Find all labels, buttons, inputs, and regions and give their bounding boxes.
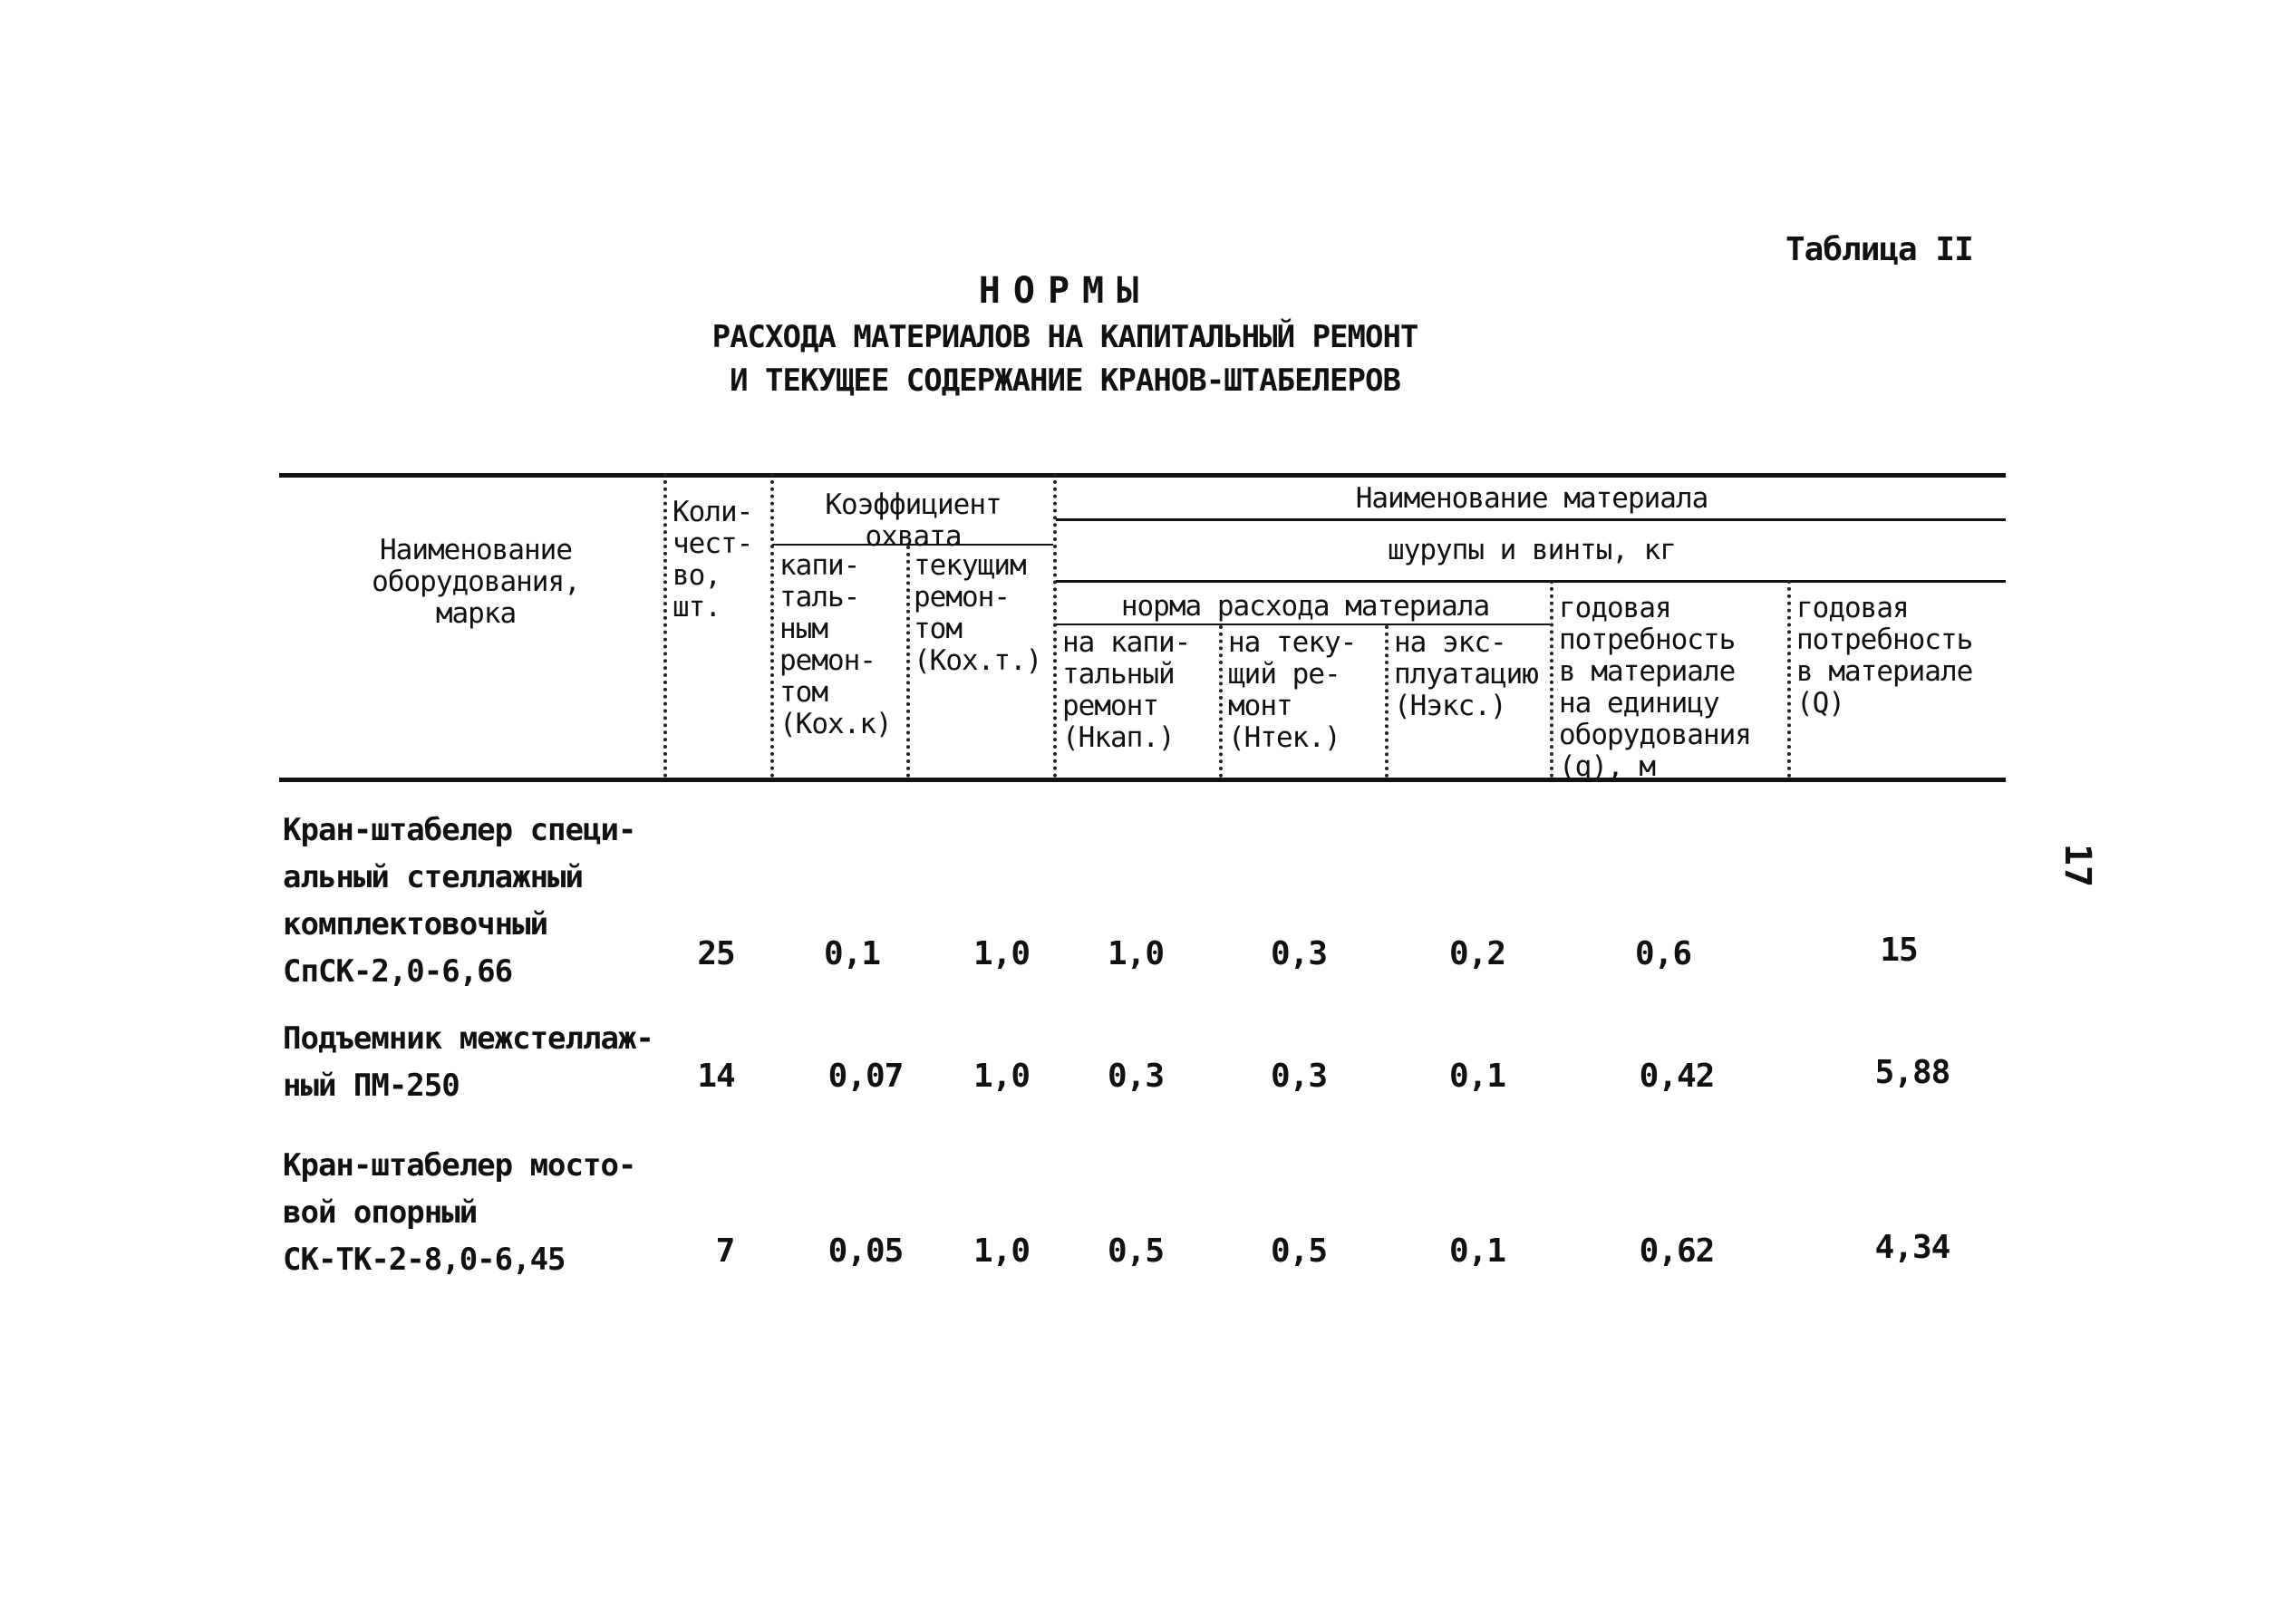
row-3-k-cur: 1,0 [972,1232,1031,1270]
header-coverage-capital: капи- таль- ным ремон- том (Кох.к) [779,549,892,740]
header-annual-total: годовая потребность в материале (Q) [1796,592,1973,720]
row-2-name: Подъемник межстеллаж- ный ПМ-250 [283,1020,653,1104]
col-sep-7 [1550,580,1553,778]
row-2-Q: 5,88 [1874,1054,1950,1091]
row-1-quantity: 25 [697,935,735,972]
row-1-q: 0,6 [1634,935,1692,972]
col-sep-2 [770,473,774,778]
row-3-n-exp: 0,1 [1448,1232,1506,1270]
col-sep-5 [1219,625,1223,778]
col-sep-6 [1385,625,1389,778]
col-sep-1 [663,473,667,778]
row-1-n-cap: 1,0 [1107,935,1165,972]
row-3-k-cap: 0,05 [827,1232,904,1270]
page-number: 17 [2056,843,2099,888]
header-coverage: Коэффициент охвата [825,488,1002,553]
header-norm-current: на теку- щий ре- монт (Нтек.) [1228,626,1357,754]
row-2-quantity: 14 [697,1058,735,1095]
table-label: Таблица II [1785,231,1973,268]
col-sep-4 [1053,473,1057,778]
row-2-n-exp: 0,1 [1448,1058,1506,1095]
col-sep-3 [906,546,910,778]
header-annual-unit: годовая потребность в материале на единицу оборудования (q), м [1559,592,1751,783]
title-norms: НОРМЫ [978,270,1152,312]
table-top-rule [279,473,2006,478]
row-2-q: 0,42 [1639,1058,1715,1095]
row-1-name: Кран-штабелер специ- альный стеллажный комплектовочный СпСК-2,0-6,66 [283,812,636,990]
row-2-n-cap: 0,3 [1107,1058,1165,1095]
row-1-k-cur: 1,0 [972,935,1031,972]
row-1-k-cap: 0,1 [823,935,881,972]
row-3-n-cur: 0,5 [1270,1232,1328,1270]
rule-material-name [1056,518,2006,521]
row-2-k-cap: 0,07 [827,1058,904,1095]
header-material: шурупы и винты, кг [1388,534,1676,566]
row-2-k-cur: 1,0 [972,1058,1031,1095]
row-3-name: Кран-штабелер мосто- вой опорный СК-ТК-2-8,0-6,45 [283,1147,636,1278]
header-coverage-current: текущим ремон- том (Кох.т.) [914,549,1042,677]
row-1-Q: 15 [1880,932,1918,969]
row-2-n-cur: 0,3 [1270,1058,1328,1095]
header-norm-operation: на экс- плуатацию (Нэкс.) [1394,626,1538,722]
col-sep-8 [1787,580,1791,778]
row-3-q: 0,62 [1639,1232,1715,1270]
title-line-3: И ТЕКУЩЕЕ СОДЕРЖАНИЕ КРАНОВ-ШТАБЕЛЕРОВ [730,362,1400,399]
header-norm-capital: на капи- тальный ремонт (Нкап.) [1062,626,1191,754]
header-norm: норма расхода материала [1120,590,1490,623]
rule-material [1056,580,2006,583]
header-quantity: Коли- чест- во, шт. [673,496,753,624]
rule-norm [1056,624,1550,625]
row-3-quantity: 7 [715,1232,735,1270]
title-line-2: РАСХОДА МАТЕРИАЛОВ НА КАПИТАЛЬНЫЙ РЕМОНТ [711,319,1418,355]
header-material-name: Наименование материала [1355,482,1708,515]
row-3-Q: 4,34 [1874,1229,1950,1266]
header-equipment: Наименование оборудования, марка [372,534,580,630]
row-3-n-cap: 0,5 [1107,1232,1165,1270]
row-1-n-cur: 0,3 [1270,935,1328,972]
row-1-n-exp: 0,2 [1448,935,1506,972]
